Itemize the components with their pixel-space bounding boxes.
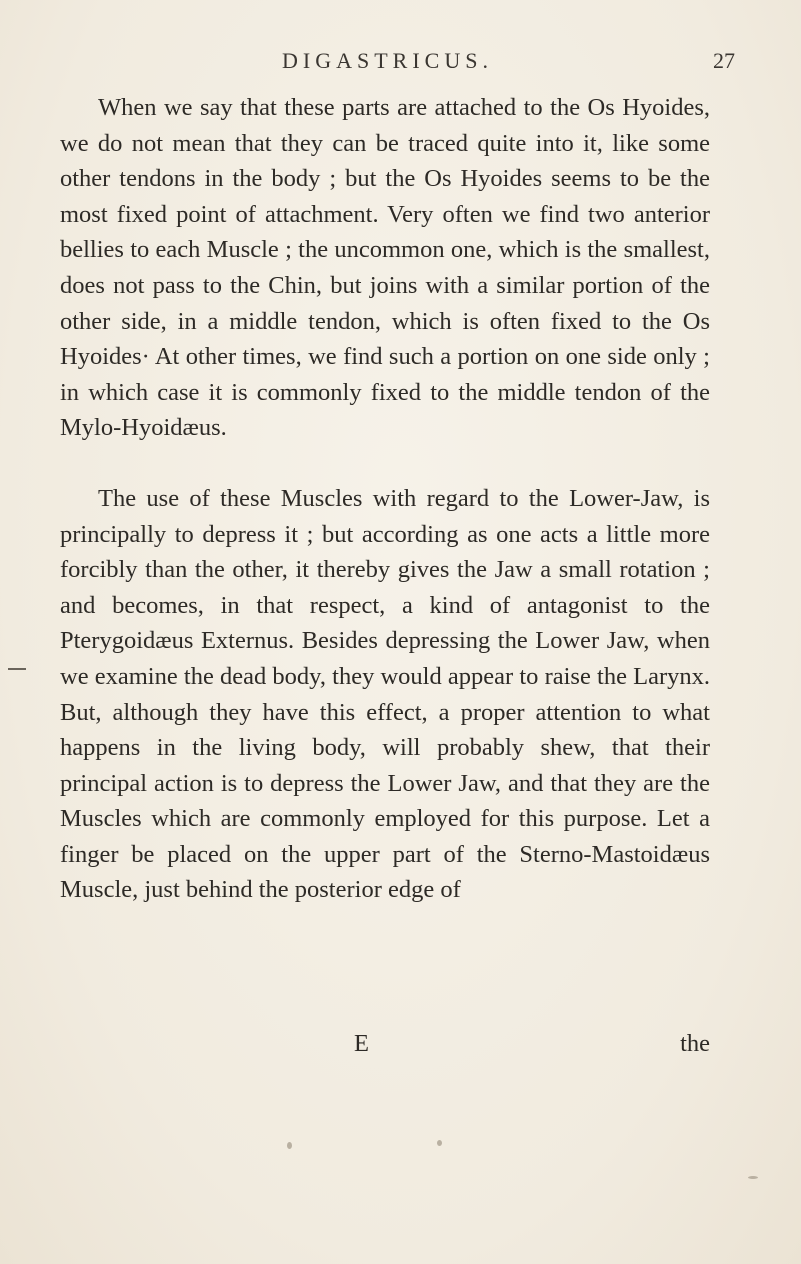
paper-speck: [748, 1176, 758, 1179]
margin-mark: [8, 668, 26, 670]
body-text: [60, 90, 710, 908]
paragraph-2: The use of these Muscles with regard to the Lower-Jaw, is principally to depress it ; but according as one acts a little more forcibly than the other, it thereby gives the Jaw a small rotation ; and becomes, in that respect, a kind of antagonist to the Pterygoidæus Externus. Besides depressing the Lower Jaw, when we examine the dead body, they would appear to raise the Larynx. But, although they have this effect, a proper attention to what happens in the living body, will probably shew, that their principal action is to depress the Lower Jaw, and that they are the Muscles which are commonly employed for this purpose. Let a finger be placed on the upper part of the Sterno-Mastoidæus Muscle, just behind the posterior edge of: [60, 484, 710, 904]
signature-mark: E: [354, 1030, 369, 1057]
catch-line: [60, 1030, 710, 1066]
catchword: the: [680, 1030, 710, 1057]
page-number: 27: [713, 48, 735, 73]
paper-speck: [437, 1140, 442, 1146]
running-title: DIGASTRICUS.: [282, 48, 493, 73]
running-head: [60, 48, 735, 78]
paragraph-1: When we say that these parts are attached to the Os Hyoides, we do not mean that they can be traced quite into it, like some other tendons in the body ; but the Os Hyoides seems to be the most fixed point of attachment. Very often we find two anterior bellies to each Muscle ; the uncommon one, which is the smallest, does not pass to the Chin, but joins with a similar portion of the other side, in a middle tendon, which is often fixed to the Os Hyoides· At other times, we find such a portion on one side only ; in which case it is commonly fixed to the middle tendon of the Mylo-Hyoidæus.: [60, 94, 710, 442]
paper-speck: [287, 1142, 292, 1149]
